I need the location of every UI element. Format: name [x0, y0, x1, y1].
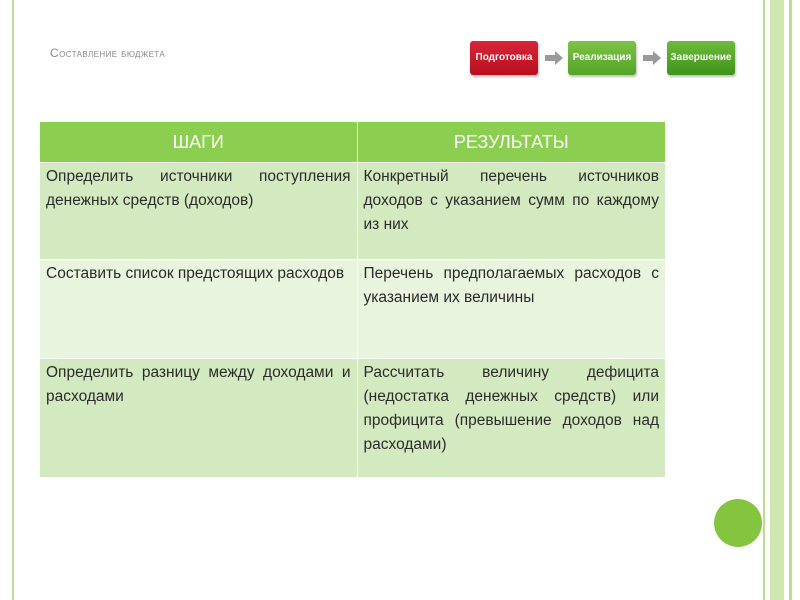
column-header-results: РЕЗУЛЬТАТЫ: [357, 122, 665, 163]
decorative-circle: [714, 499, 762, 547]
process-step-implementation: Реализация: [568, 41, 636, 75]
arrow-right-icon: [545, 51, 563, 65]
table-row: [40, 359, 665, 478]
frame-right-stripe: [770, 0, 784, 600]
process-step-completion: Завершение: [667, 41, 735, 75]
table-row: [40, 163, 665, 260]
table-row: [40, 260, 665, 359]
frame-left-line: [12, 0, 14, 600]
slide-title: Составление бюджета: [50, 46, 166, 60]
table-cell-step: Определить разницу между доходами и расходами: [40, 359, 357, 478]
table-cell-step: Составить список предстоящих расходов: [40, 260, 357, 359]
frame-right-line: [763, 0, 765, 600]
table-cell-step: Определить источники поступления денежных средств (доходов): [40, 163, 357, 260]
table-cell-result: Конкретный перечень источников доходов с указанием сумм по каждому из них: [357, 163, 665, 260]
arrow-right-icon: [643, 51, 661, 65]
column-header-steps: ШАГИ: [40, 122, 357, 163]
table-cell-result: Рассчитать величину дефицита (недостатка денежных средств) или профицита (превышение доходов над расходами): [357, 359, 665, 478]
process-step-preparation: Подготовка: [470, 41, 538, 75]
table-header-row: [40, 122, 665, 163]
table-cell-result: Перечень предполагаемых расходов с указанием их величины: [357, 260, 665, 359]
frame-right-edge: [789, 0, 792, 600]
budget-table: [40, 122, 665, 477]
